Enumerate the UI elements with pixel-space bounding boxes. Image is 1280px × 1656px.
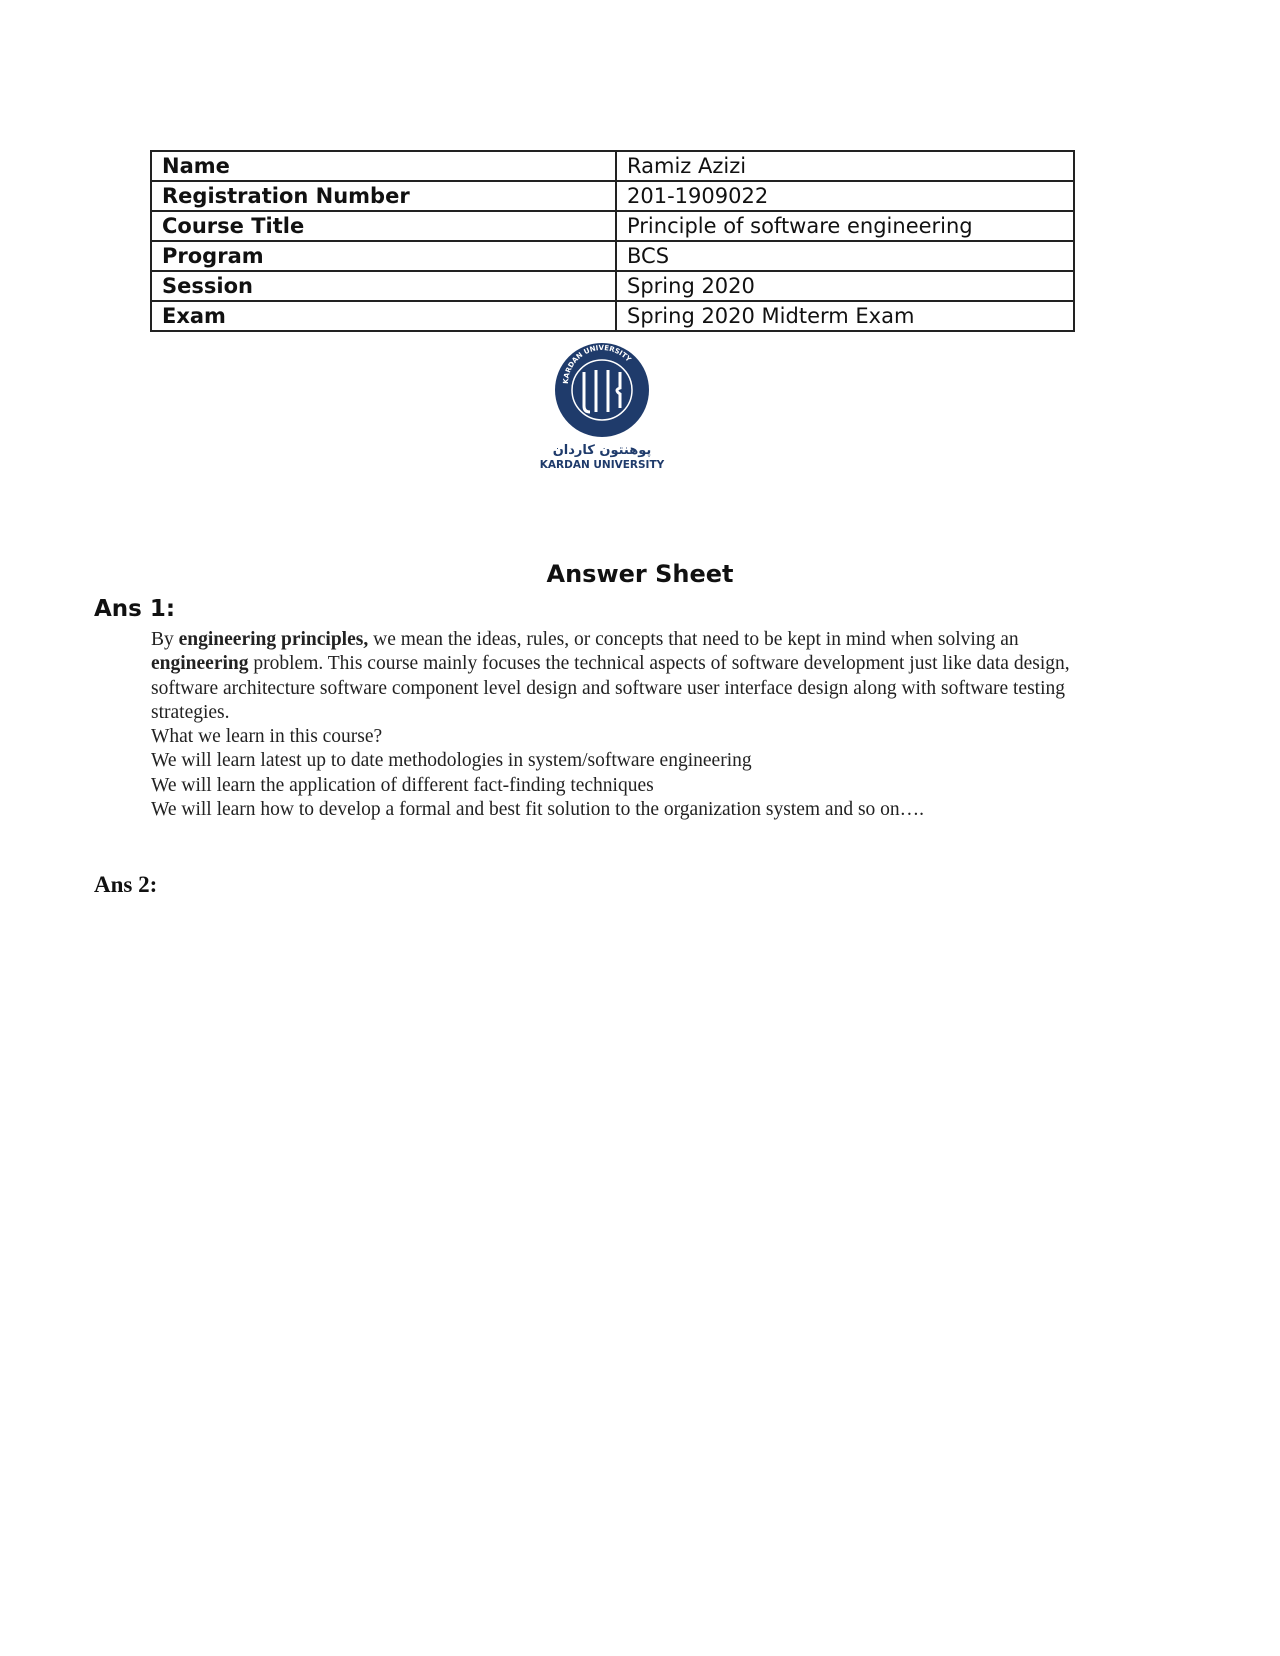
student-info-table — [150, 150, 1075, 332]
course-title-label: Course Title — [151, 211, 616, 241]
answer-sheet-title: Answer Sheet — [546, 560, 734, 588]
exam-value: Spring 2020 Midterm Exam — [616, 301, 1074, 331]
text-run: problem. This course mainly focuses the technical aspects of software development just like data design, software architecture software component level design and software user interface design along with software testing strategies. — [151, 653, 1070, 723]
answer-1-body — [151, 628, 1101, 822]
logo-english-name: KARDAN UNIVERSITY — [539, 459, 665, 471]
answer-1-paragraph — [151, 628, 1101, 725]
logo-seal — [555, 343, 649, 437]
table-row — [151, 181, 1074, 211]
table-row — [151, 151, 1074, 181]
registration-number-label: Registration Number — [151, 181, 616, 211]
answer-2-heading: Ans 2: — [94, 872, 158, 897]
exam-label: Exam — [151, 301, 616, 331]
text-run: By — [151, 629, 179, 650]
session-label: Session — [151, 271, 616, 301]
kardan-university-logo — [534, 342, 670, 472]
table-row — [151, 301, 1074, 331]
program-label: Program — [151, 241, 616, 271]
name-label: Name — [151, 151, 616, 181]
logo-ring-text: KARDAN UNIVERSITY — [561, 343, 633, 385]
answer-1-line: We will learn how to develop a formal and best fit solution to the organization system and so on…. — [151, 799, 925, 821]
answer-1-line: We will learn latest up to date methodologies in system/software engineering — [151, 750, 752, 772]
answer-1-line: What we learn in this course? — [151, 726, 383, 748]
bold-term: engineering — [151, 653, 249, 675]
table-row — [151, 241, 1074, 271]
text-run: we mean the ideas, rules, or concepts that need to be kept in mind when solving an — [368, 629, 1019, 650]
program-value: BCS — [616, 241, 1074, 271]
registration-number-value: 201-1909022 — [616, 181, 1074, 211]
course-title-value: Principle of software engineering — [616, 211, 1074, 241]
logo-persian-name: پوهنتون کاردان — [552, 443, 652, 458]
answer-1-heading: Ans 1: — [94, 596, 176, 622]
session-value: Spring 2020 — [616, 271, 1074, 301]
table-row — [151, 211, 1074, 241]
bold-term: engineering principles, — [178, 629, 369, 650]
name-value: Ramiz Azizi — [616, 151, 1074, 181]
table-row — [151, 271, 1074, 301]
answer-1-line: We will learn the application of different fact-finding techniques — [151, 774, 654, 796]
